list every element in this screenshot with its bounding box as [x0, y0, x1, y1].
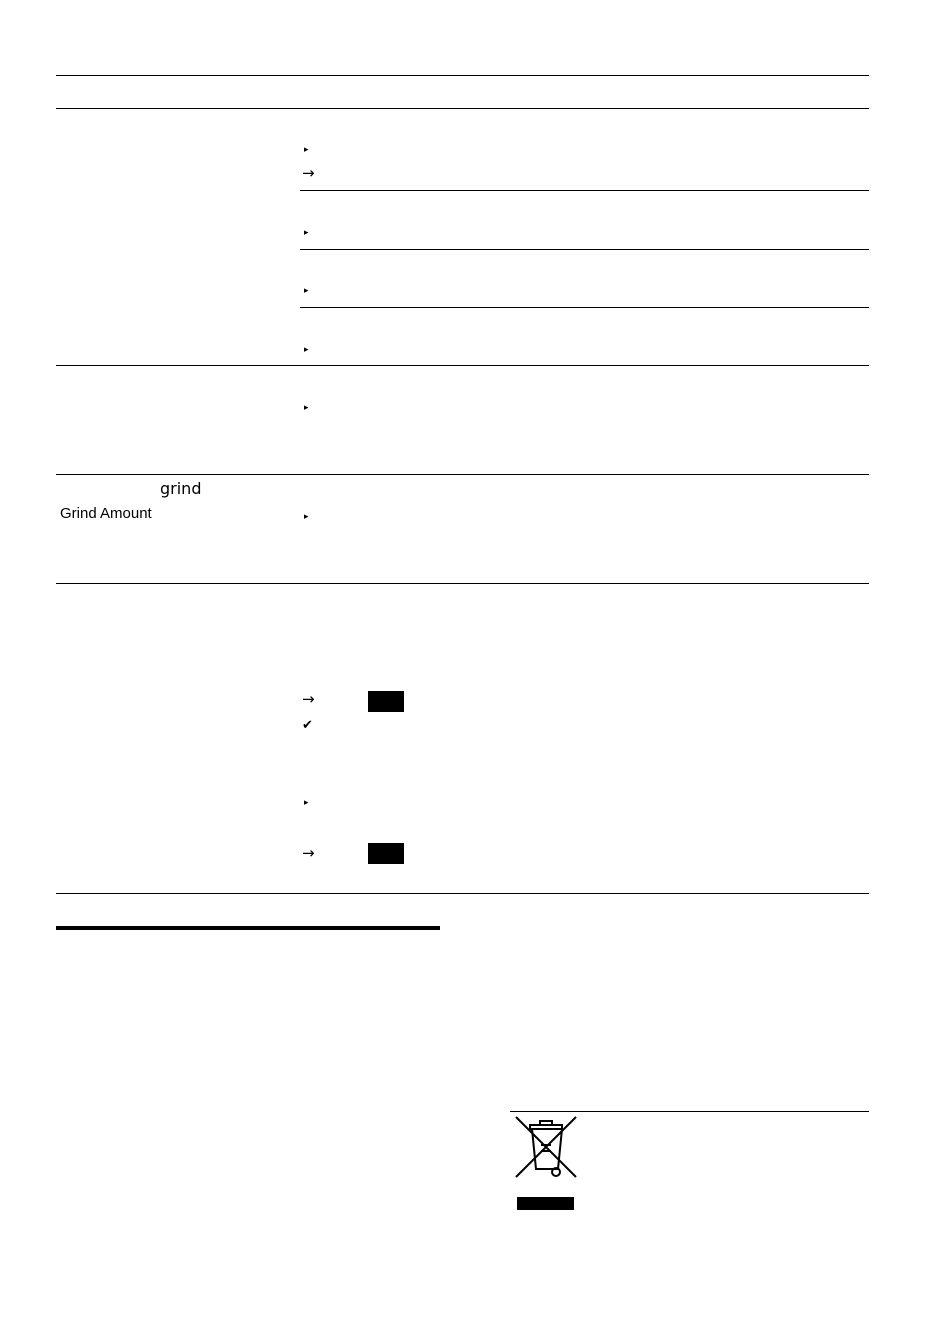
- step-divider: [300, 190, 869, 191]
- display-key-icon: [368, 843, 404, 864]
- table-header-rule: [56, 108, 869, 109]
- crossed-out-wheelie-bin-icon: [512, 1115, 580, 1185]
- result-arrow-icon: →: [302, 844, 315, 862]
- step-divider: [300, 249, 869, 250]
- step-marker-icon: ▸: [304, 145, 309, 155]
- step-marker-icon: ▸: [304, 228, 309, 238]
- result-arrow-icon: →: [302, 690, 315, 708]
- result-arrow-icon: →: [302, 164, 315, 182]
- step-marker-icon: ▸: [304, 403, 309, 413]
- display-key-icon: [368, 691, 404, 712]
- table-top-rule: [56, 75, 869, 76]
- row-separator: [56, 474, 869, 475]
- step-marker-icon: ▸: [304, 512, 309, 522]
- row-separator: [56, 365, 869, 366]
- grind-label: grind: [160, 479, 202, 498]
- check-icon: ✔: [302, 718, 313, 733]
- section-heading-rule: [56, 926, 440, 930]
- disposal-rule: [510, 1111, 869, 1112]
- row-separator: [56, 583, 869, 584]
- step-marker-icon: ▸: [304, 345, 309, 355]
- step-marker-icon: ▸: [304, 286, 309, 296]
- grind-amount-button-label: Grind Amount: [60, 505, 152, 522]
- step-marker-icon: ▸: [304, 798, 309, 808]
- table-bottom-rule: [56, 893, 869, 894]
- weee-underline-bar: [517, 1197, 574, 1210]
- step-divider: [300, 307, 869, 308]
